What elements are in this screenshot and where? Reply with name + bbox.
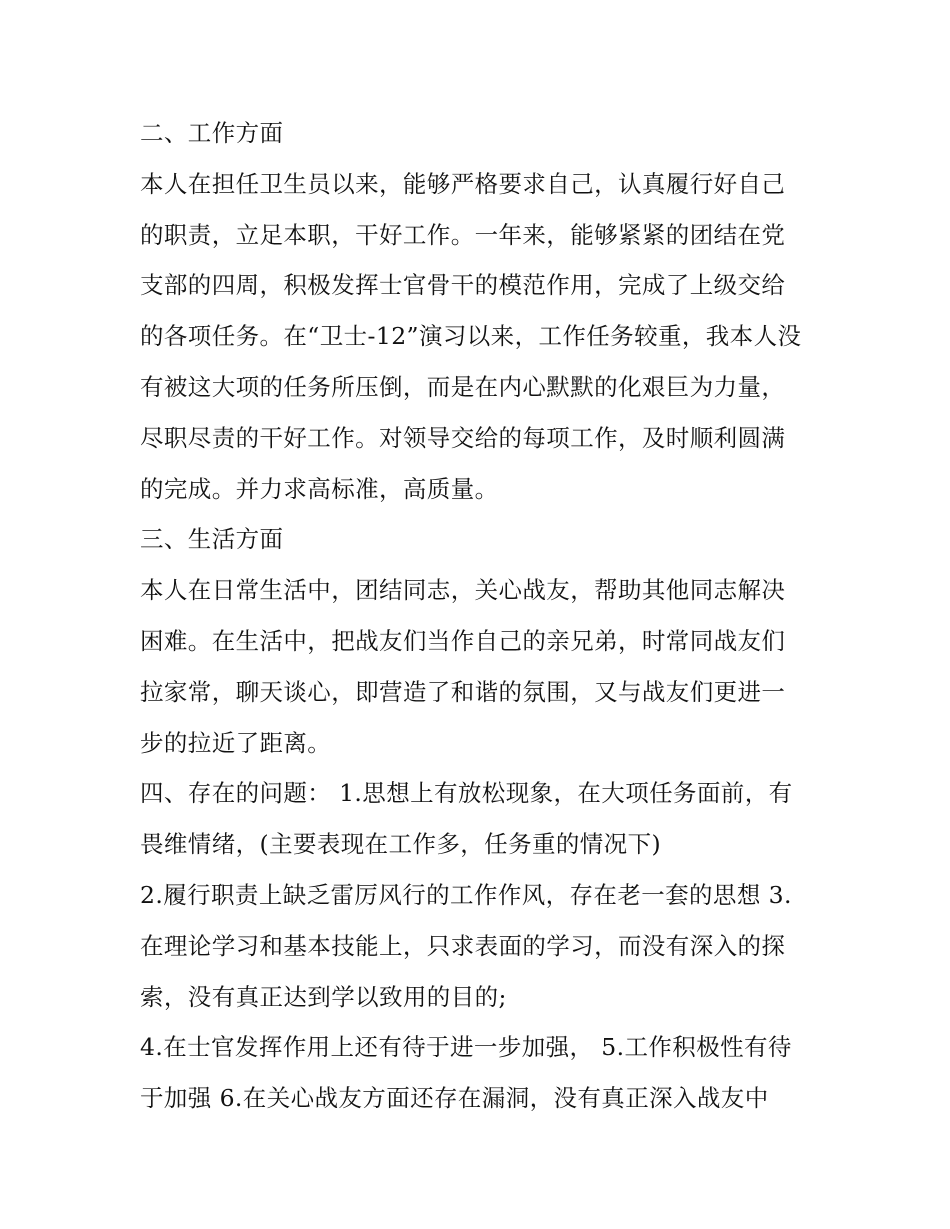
section-heading-problems: 四、存在的问题： 1.思想上有放松现象，在大项任务面前，有 — [140, 779, 793, 808]
section-heading-work: 二、工作方面 — [140, 119, 284, 147]
paragraph-line: 本人在担任卫生员以来，能够严格要求自己，认真履行好自己 — [140, 169, 786, 198]
paragraph-line: 2.履行职责上缺乏雷厉风行的工作作风，存在老一套的思想 3. — [140, 880, 792, 909]
paragraph-line: 于加强 6.在关心战友方面还存在漏洞，没有真正深入战友中 — [140, 1084, 769, 1113]
paragraph-line: 有被这大项的任务所压倒，而是在内心默默的化艰巨为力量， — [140, 372, 786, 401]
paragraph-line: 在理论学习和基本技能上，只求表面的学习，而没有深入的探 — [140, 931, 786, 960]
paragraph-line: 4.在士官发挥作用上还有待于进一步加强， 5.工作积极性有待 — [140, 1033, 792, 1062]
paragraph-line: 困难。在生活中，把战友们当作自己的亲兄弟，时常同战友们 — [140, 626, 786, 655]
section-heading-life: 三、生活方面 — [140, 525, 284, 554]
paragraph-line: 的完成。并力求高标准，高质量。 — [140, 474, 499, 503]
paragraph-line: 步的拉近了距离。 — [140, 728, 332, 757]
paragraph-line: 的各项任务。在“卫士-12”演习以来，工作任务较重，我本人没 — [140, 322, 802, 351]
body-text — [140, 108, 820, 1124]
paragraph-line: 畏维情绪，(主要表现在工作多，任务重的情况下) — [140, 830, 662, 859]
paragraph-line: 尽职尽责的干好工作。对领导交给的每项工作，及时顺利圆满 — [140, 423, 786, 452]
paragraph-line: 支部的四周，积极发挥士官骨干的模范作用，完成了上级交给 — [140, 271, 786, 300]
paragraph-line: 的职责，立足本职，干好工作。一年来，能够紧紧的团结在党 — [140, 220, 786, 249]
paragraph-line: 拉家常，聊天谈心，即营造了和谐的氛围，又与战友们更进一 — [140, 677, 786, 706]
paragraph-line: 索，没有真正达到学以致用的目的; — [140, 982, 507, 1011]
paragraph-line: 本人在日常生活中，团结同志，关心战友，帮助其他同志解决 — [140, 576, 786, 605]
